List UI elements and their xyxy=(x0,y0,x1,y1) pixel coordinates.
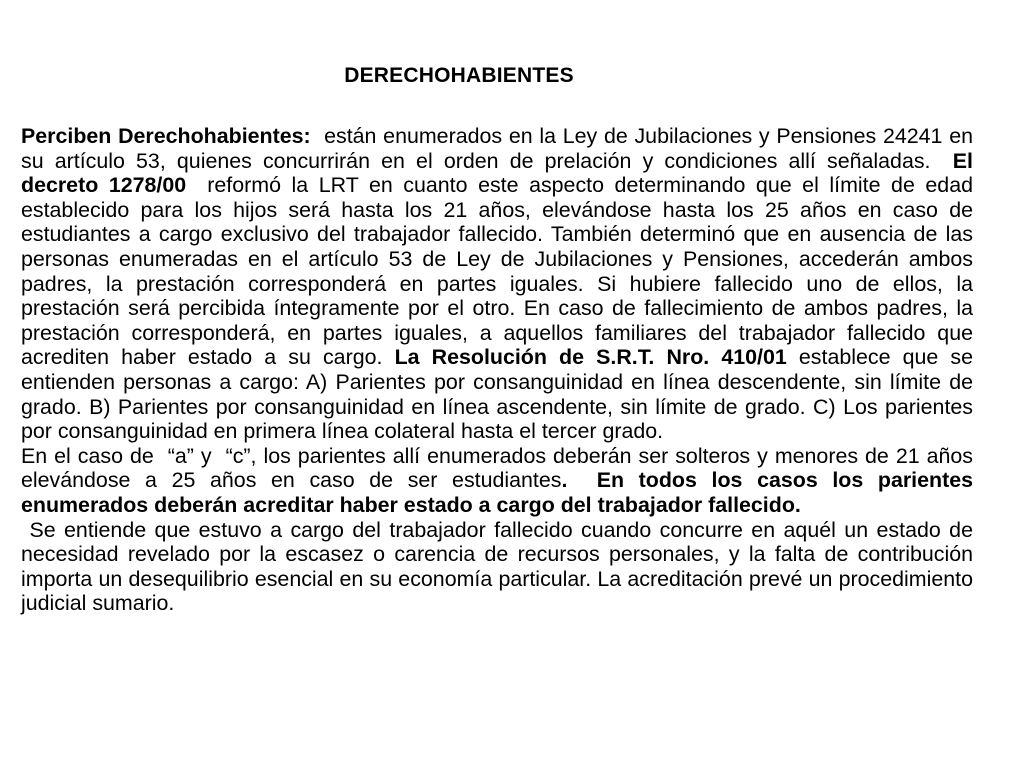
paragraph-text: reformó la LRT en cuanto este aspecto determinando que el límite de edad establecido para los hijos será hasta los 21 años, elevándose hasta los 25 años en caso de estudiantes a cargo exclusivo del trabajador fallecido. También determinó que en ausencia de las personas enumeradas en el artículo 53 de Ley de Jubilaciones y Pensiones, accederán ambos padres, la prestación corresponderá en partes iguales. Si hubiere fallecido uno de ellos, la prestación será percibida íntegramente por el otro. En caso de fallecimiento de ambos padres, la prestación corresponderá, en partes iguales, a aquellos familiares del trabajador fallecido que acrediten haber estado a su cargo. xyxy=(21,173,979,370)
resolution-reference: La Resolución de S.R.T. Nro. 410/01 xyxy=(394,345,787,370)
paragraph-text: Se entiende que estuvo a cargo del trabajador fallecido cuando concurre en aquél un estado de necesidad revelado por la escasez o carencia de recursos personales, y la falta de contribución importa un desequilibrio esencial en su economía particular. La acreditación prevé un procedimiento judicial sumario. xyxy=(21,517,979,616)
paragraph-dependency xyxy=(21,517,979,616)
paragraph-text: están enumerados en la Ley de Jubilaciones y Pensiones 24241 en su artículo 53, quienes concurrirán en el orden de prelación y condiciones allí señaladas. xyxy=(21,124,979,173)
paragraph-text: establece que se entienden personas a cargo: A) Parientes por consanguinidad en línea descendente, sin límite de grado. B) Parientes por consanguinidad en línea ascendente, sin límite de grado. C) Los parientes por consanguinidad en primera línea colateral hasta el tercer grado. xyxy=(21,345,979,444)
paragraph-beneficiaries xyxy=(21,124,979,444)
paragraph-text: En el caso de “a” y “c”, los parientes allí enumerados deberán ser solteros y menores de 21 años elevándose a 25 años en caso de ser estudiantes xyxy=(21,443,979,493)
decree-reference: El decreto 1278/00 xyxy=(21,148,979,198)
lead-heading: Perciben Derechohabientes: xyxy=(21,124,311,148)
body-text xyxy=(21,124,979,616)
paragraph-emphasis: . En todos los casos los parientes enumerados deberán acreditar haber estado a cargo del trabajador fallecido. xyxy=(21,468,979,517)
paragraph-cases xyxy=(21,443,979,518)
page-title: DERECHOHABIENTES xyxy=(344,64,574,87)
